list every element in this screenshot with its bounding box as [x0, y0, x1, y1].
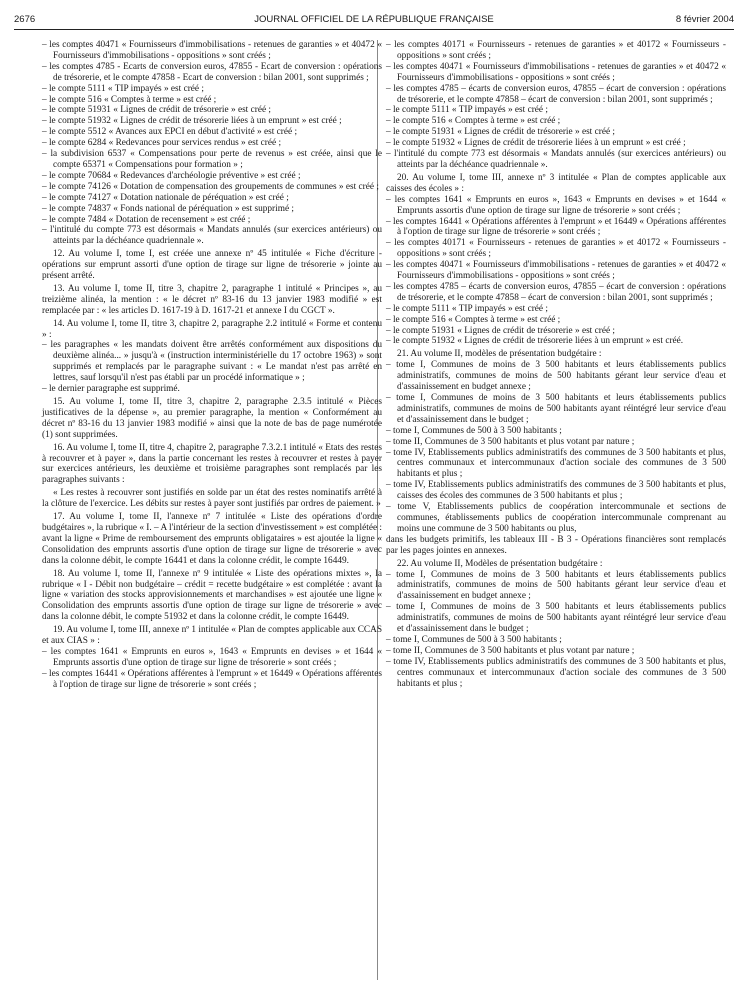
list-item: – le compte 5111 « TIP impayés » est créé ; [386, 303, 548, 314]
list-item: – les comptes 16441 « Opérations afférentes à l'emprunt » et 16449 « Opérations afférentes à l'option de tirage sur ligne de trésorerie » sont créés ; [386, 216, 726, 238]
list-item: – les comptes 40171 « Fournisseurs - retenues de garanties » et 40172 « Fournisseurs - oppositions » sont créés ; [386, 238, 726, 260]
list-item: – tome I, Communes de moins de 3 500 habitants et leurs établissements publics administratifs, communes de moins de 500 habitants ayant réintégré leur service d'eau et d'assainissement dans le budget ; [386, 602, 726, 635]
paragraph: dans les budgets primitifs, les tableaux III - B 3 - Opérations financières sont remplacés par les pages jointes en annexes. [386, 534, 726, 556]
paragraph: 21. Au volume II, modèles de présentation budgétaire : [397, 349, 602, 360]
list-item: – le compte 74126 « Dotation de compensation des groupements de communes » est créé ; [42, 181, 379, 192]
list-item: – le compte 7484 « Dotation de recensement » est créé ; [42, 214, 251, 225]
paragraph: 17. Au volume I, tome II, l'annexe nº 7 intitulée « Liste des opérations d'ordre budgétaires », la rubrique « I. – A l'intérieur de la section d'investissement » est complétée : avant la ligne « Prime de remboursement des emprunts obligataires » est ajoutée la ligne « Consolidation des emprunts assortis d'une option de tirage sur ligne de trésorerie » avec dans la colonne débit, le compte 16441 et dans la colonne crédit, le compte 16449. [42, 512, 383, 566]
list-item: – tome II, Communes de 3 500 habitants et plus votant par nature ; [386, 436, 635, 447]
list-item: – la subdivision 6537 « Compensations pour perte de revenus » est créée, ainsi que le compte 65371 « Compensations pour formation » ; [42, 149, 382, 170]
list-item: – le compte 74127 « Dotation nationale de péréquation » est créé ; [42, 192, 289, 203]
list-item: – le compte 5512 « Avances aux EPCI en début d'activité » est créé ; [42, 127, 298, 138]
list-item: – tome IV, Etablissements publics administratifs des communes de 3 500 habitants et plus, centres communaux et intercommunaux d'action sociale des communes de 3 500 habitants et plus ; [386, 656, 726, 689]
list-item: – les comptes 40471 « Fournisseurs d'immobilisations - retenues de garanties » et 40472 « Fournisseurs d'immobilisations - oppositions » sont créés ; [42, 40, 382, 61]
paragraph: 12. Au volume I, tome I, est créée une annexe nº 45 intitulée « Fiche d'écriture - opérations sur emprunt assorti d'une option de tirage sur ligne de trésorerie » jointe au présent arrêté. [42, 249, 382, 282]
list-item: – l'intitulé du compte 773 est désormais « Mandats annulés (sur exercices antérieurs) ou atteints par la déchéance quadriennale ». [42, 225, 382, 247]
page-header [14, 14, 734, 28]
paragraph: 19. Au volume I, tome III, annexe nº 1 intitulée « Plan de comptes applicable aux CCAS et aux CIAS » : [42, 625, 382, 647]
list-item: – le compte 516 « Comptes à terme » est créé ; [386, 314, 561, 325]
list-item: – tome I, Communes de 500 à 3 500 habitants ; [386, 634, 562, 645]
list-item: – le dernier paragraphe est supprimé. [42, 384, 180, 395]
list-item: – le compte 51931 « Lignes de crédit de trésorerie » est créé ; [42, 105, 271, 116]
list-item: – le compte 516 « Comptes à terme » est créé ; [386, 116, 561, 127]
header-rule [14, 29, 734, 30]
list-item: – tome I, Communes de moins de 3 500 habitants et leurs établissements publics administratifs, communes de moins de 500 habitants ayant réintégré leur service d'eau et d'assainissement dans le budget ; [386, 393, 726, 425]
left-column [42, 40, 382, 691]
list-item: – les comptes 40171 « Fournisseurs - retenues de garanties » et 40172 « Fournisseurs - oppositions » sont créés ; [386, 40, 726, 61]
paragraph: « Les restes à recouvrer sont justifiés en solde par un état des restes nominatifs arrêté à la clôture de l'exercice. Les débits sur restes à payer sont justifiés par ordres de paiement. » [42, 488, 382, 510]
paragraph: 15. Au volume I, tome II, titre 3, chapitre 2, paragraphe 2.3.5 intitulé « Pièces justificatives de la dépense », au premier paragraphe, la mention « Conformément au décret nº 83-16 du 13 janvier 1983 modifié » ainsi que la note de bas de page numérotée (1) sont supprimées. [42, 397, 382, 440]
list-item: – tome IV, Etablissements publics administratifs des communes de 3 500 habitants et plus, caisses des écoles des communes de 3 500 habitants et plus ; [386, 480, 726, 502]
list-item: – le compte 6284 « Redevances pour services rendus » est créé ; [42, 138, 282, 149]
list-item: – le compte 51931 « Lignes de crédit de trésorerie » est créé ; [386, 127, 615, 138]
list-item: – le compte 51931 « Lignes de crédit de trésorerie » est créé ; [386, 325, 615, 336]
journal-title: JOURNAL OFFICIEL DE LA RÉPUBLIQUE FRANÇAISE [254, 14, 494, 25]
list-item: – les paragraphes « les mandats doivent être arrêtés conformément aux dispositions du deuxième alinéa... » jusqu'à « (instruction interministérielle du 17 octobre 1963) » sont supprimés et remplacés par le paragraphe suivant : « Le mandat n'est pas arrêté en lettres, sauf lorsqu'il n'est pas établi par un procédé informatique » ; [42, 340, 382, 384]
paragraph: 18. Au volume I, tome II, l'annexe nº 9 intitulée « Liste des opérations mixtes », la rubrique « I - Débit non budgétaire – crédit = recette budgétaire » est complétée : avant la ligne « variation des stocks approvisionnements et marchandises » est ajoutée une ligne « Consolidation des emprunts assortis d'une option de tirage sur ligne de trésorerie » avec dans la colonne débit, le compte 51932 et dans la colonne crédit, le compte 16449. [42, 568, 382, 623]
publication-date: 8 février 2004 [675, 14, 734, 25]
list-item: – le compte 51932 « Lignes de crédit de trésorerie liées à un emprunt » est créé. [386, 336, 684, 347]
list-item: – tome I, Communes de moins de 3 500 habitants et leurs établissements publics administratifs, communes de moins de 500 habitants gérant leur service d'eau et d'assainissement en budget annexe ; [386, 569, 726, 602]
list-item: – le compte 516 « Comptes à terme » est créé ; [42, 94, 217, 105]
list-item: – les comptes 1641 « Emprunts en euros », 1643 « Emprunts en devises » et 1644 « Emprunts assortis d'une option de tirage sur ligne de trésorerie » sont créés ; [42, 646, 382, 668]
list-item: – tome I, Communes de moins de 3 500 habitants et leurs établissements publics administratifs, communes de moins de 500 habitants gérant leur service d'eau et d'assainissement en budget annexe ; [386, 360, 726, 393]
list-item: – le compte 5111 « TIP impayés » est créé ; [386, 105, 548, 116]
list-item: – les comptes 4785 - Ecarts de conversion euros, 47855 - Ecart de conversion : opérations de trésorerie, et le compte 47858 - Ecart de conversion : bilan 2001, sont supprimés ; [42, 61, 382, 83]
paragraph: 14. Au volume I, tome II, titre 3, chapitre 2, paragraphe 2.2 intitulé « Forme et contenu » : [42, 318, 382, 340]
list-item: – le compte 5111 « TIP impayés » est créé ; [42, 83, 204, 94]
list-item: – le compte 70684 « Redevances d'archéologie préventive » est créé ; [42, 170, 301, 181]
paragraph: 13. Au volume I, tome II, titre 3, chapitre 2, paragraphe 1 intitulé « Principes », au treizième alinéa, la mention : « le décret nº 83-16 du 13 janvier 1983 modifié » est remplacée par : « les articles D. 1617-19 à D. 1617-21 et annexe I du CGCT ». [42, 283, 382, 316]
list-item: – les comptes 1641 « Emprunts en euros », 1643 « Emprunts en devises » et 1644 « Emprunts assortis d'une option de tirage sur ligne de trésorerie » sont créés ; [386, 194, 726, 216]
list-item: – tome IV, Etablissements publics administratifs des communes de 3 500 habitants et plus, centres communaux et intercommunaux d'action sociale des communes de 3 500 habitants et plus ; [386, 447, 726, 480]
paragraph: 16. Au volume I, tome II, titre 4, chapitre 2, paragraphe 7.3.2.1 intitulé « Etats des restes à recouvrer et à payer », dans la partie concernant les restes à recouvrer et restes à payer sur exercices antérieurs, les deuxième et troisième paragraphes sont remplacés par les paragraphes suivants : [42, 442, 382, 486]
list-item: – l'intitulé du compte 773 est désormais « Mandats annulés (sur exercices antérieurs) ou atteints par la déchéance quadriennale ». [386, 149, 726, 170]
list-item: – tome I, Communes de 500 à 3 500 habitants ; [386, 425, 562, 436]
list-item: – les comptes 16441 « Opérations afférentes à l'emprunt » et 16449 « Opérations afférentes à l'option de tirage sur ligne de trésorerie » sont créés ; [42, 668, 382, 690]
list-item: – le compte 74837 « Fonds national de péréquation » est supprimé ; [42, 203, 295, 214]
list-item: – les comptes 4785 – écarts de conversion euros, 47855 – écart de conversion : opérations de trésorerie, et le compte 47858 – écart de conversion : bilan 2001, sont supprimés ; [386, 83, 726, 105]
list-item: – tome V, Etablissements publics de coopération intercommunale et sections de communes, établissements publics de coopération intercommunale comprenant au moins une commune de 3 500 habitants ou plus, [386, 502, 726, 534]
list-item: – tome II, Communes de 3 500 habitants et plus votant par nature ; [386, 645, 635, 656]
list-item: – les comptes 40471 « Fournisseurs d'immobilisations - retenues de garanties » et 40472 « Fournisseurs d'immobilisations - oppositions » sont créés ; [386, 260, 726, 282]
list-item: – le compte 51932 « Lignes de crédit de trésorerie liées à un emprunt » est créé ; [42, 116, 342, 127]
list-item: – le compte 51932 « Lignes de crédit de trésorerie liées à un emprunt » est créé ; [386, 138, 686, 149]
paragraph: 20. Au volume I, tome III, annexe nº 3 intitulée « Plan de comptes applicable aux caisses des écoles » : [386, 172, 726, 194]
paragraph: 22. Au volume II, Modèles de présentation budgétaire : [397, 558, 603, 569]
page-number: 2676 [14, 14, 36, 25]
right-column [386, 40, 726, 689]
list-item: – les comptes 4785 – écarts de conversion euros, 47855 – écart de conversion : opérations de trésorerie, et le compte 47858 – écart de conversion : bilan 2001, sont supprimés ; [386, 281, 726, 303]
list-item: – les comptes 40471 « Fournisseurs d'immobilisations - retenues de garanties » et 40472 « Fournisseurs d'immobilisations - oppositions » sont créés ; [386, 61, 726, 83]
